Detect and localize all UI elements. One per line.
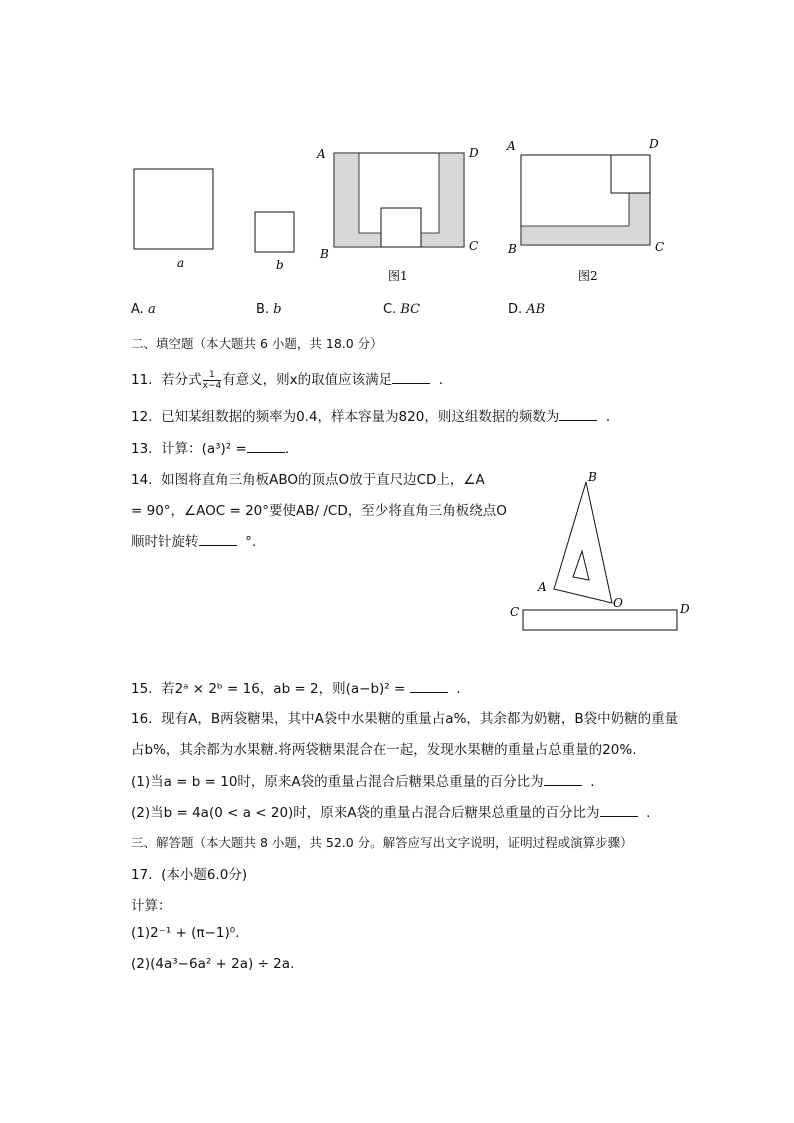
- svg-text:C: C: [655, 240, 665, 254]
- question-14-figure: [500, 465, 700, 640]
- svg-text:A: A: [507, 139, 516, 153]
- option-d: D. AB: [508, 302, 546, 317]
- question-11: 11. 若分式 $\frac{1}{x-4}$ 有意义，则x的取值应该满足 .: [131, 369, 444, 391]
- section-3-title: 三、解答题（本大题共 8 小题，共 52.0 分。解答应写出文字说明，证明过程或演算步骤）: [131, 835, 633, 850]
- question-14-line1: 14. 如图将直角三角板ABO的顶点O放于直尺边CD上，∠A: [131, 472, 485, 488]
- square-a: [134, 169, 213, 249]
- question-17-part2: (2)(4a³−6a² + 2a) ÷ 2a.: [131, 956, 295, 972]
- option-a: A. a: [131, 302, 156, 317]
- square-b: [255, 212, 294, 252]
- svg-text:D: D: [649, 137, 659, 151]
- svg-text:O: O: [613, 596, 623, 610]
- option-c: C. BC: [383, 302, 421, 317]
- svg-text:C: C: [469, 239, 479, 253]
- figure-1: [316, 146, 479, 283]
- question-13: 13. 计算：(a³)² = .: [131, 441, 290, 457]
- figure-2-caption: 图2: [578, 269, 598, 283]
- svg-text:D: D: [680, 602, 690, 616]
- question-16-line1: 16. 现有A，B两袋糖果，其中A袋中水果糖的重量占a%，其余都为奶糖，B袋中奶糖的重量: [131, 711, 679, 727]
- svg-text:A: A: [317, 147, 326, 161]
- option-b: B. b: [256, 302, 282, 317]
- question-12: 12. 已知某组数据的频率为0.4，样本容量为820，则这组数据的频数为 .: [131, 409, 611, 425]
- figures-area: [110, 130, 690, 290]
- figure-1-caption: 图1: [388, 269, 408, 283]
- section-2-title: 二、填空题（本大题共 6 小题，共 18.0 分）: [131, 336, 383, 351]
- question-14-line3: 顺时针旋转 °.: [131, 534, 257, 550]
- question-16-sub2: (2)当b = 4a(0 < a < 20)时，原来A袋的重量占混合后糖果总重量的百分比为 .: [131, 805, 651, 821]
- svg-text:C: C: [510, 605, 520, 619]
- question-17-part1: (1)2⁻¹ + (π−1)⁰.: [131, 925, 240, 941]
- question-17-header: 17. (本小题6.0分): [131, 867, 248, 883]
- figure-2: [506, 137, 664, 283]
- svg-text:D: D: [469, 146, 479, 160]
- svg-text:B: B: [588, 470, 597, 484]
- question-17-intro: 计算：: [131, 898, 172, 914]
- question-16-line2: 占b%，其余都为水果糖.将两袋糖果混合在一起，发现水果糖的重量占总重量的20%.: [131, 742, 637, 758]
- question-16-sub1: (1)当a = b = 10时，原来A袋的重量占混合后糖果总重量的百分比为 .: [131, 774, 595, 790]
- svg-text:A: A: [538, 580, 547, 594]
- svg-text:B: B: [508, 242, 517, 256]
- question-15: 15. 若2ᵃ × 2ᵇ = 16，ab = 2，则(a−b)² = .: [131, 681, 461, 697]
- question-14-line2: = 90°，∠AOC = 20°要使AB/ /CD，至少将直角三角板绕点O: [131, 503, 507, 519]
- square-b-label: b: [276, 258, 284, 272]
- square-a-label: a: [177, 256, 185, 270]
- svg-text:B: B: [320, 247, 329, 261]
